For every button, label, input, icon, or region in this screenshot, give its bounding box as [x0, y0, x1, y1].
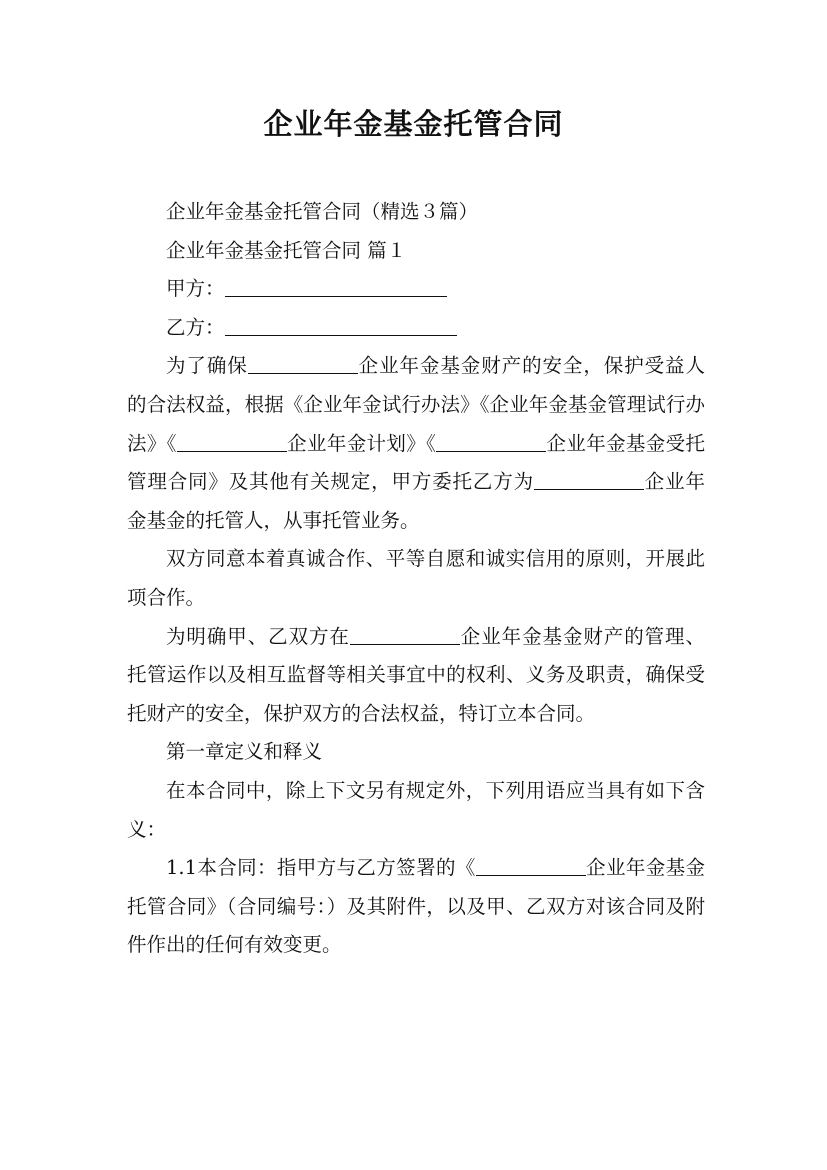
blank-field — [248, 354, 358, 375]
party-b-blank — [225, 315, 457, 336]
clause-1-1-text-2: 企业年金基金托管合同》（合同编号：）及其附件，以及甲、乙双方对该合同及附件作出的任何有效变更。 — [127, 856, 705, 957]
paragraph-definitions-intro: 在本合同中，除上下文另有规定外，下列用语应当具有如下含义： — [127, 778, 705, 841]
paragraph-purpose — [127, 347, 705, 540]
subtitle: 企业年金基金托管合同（精选３篇） — [166, 200, 479, 223]
paragraph-cooperation: 双方同意本着真诚合作、平等自愿和诚实信用的原则，开展此项合作。 — [127, 547, 705, 609]
paragraph-clarify — [127, 618, 705, 734]
para1-text-3: 企业年金计划》《 — [286, 431, 437, 455]
para1-text-2: 企业年金基金财产的安全，保护受益人的合法权益，根据《企业年金试行办法》《企业年金基金管理试行办法》《 — [127, 354, 705, 455]
party-a-label: 甲方： — [166, 277, 225, 301]
part-heading: 企业年金基金托管合同 篇１ — [166, 238, 407, 262]
chapter-heading: 第一章定义和释义 — [166, 740, 323, 764]
clause-1-1 — [127, 849, 705, 965]
party-a-blank — [225, 277, 447, 298]
para1-text-1: 为了确保 — [166, 354, 248, 378]
party-b-label: 乙方： — [166, 315, 225, 339]
clause-1-1-text-1: 1.1本合同：指甲方与乙方签署的《 — [166, 856, 476, 880]
party-b-line — [127, 309, 705, 348]
party-a-line — [127, 270, 705, 309]
blank-field — [350, 624, 460, 645]
para3-text-1: 为明确甲、乙双方在 — [166, 624, 350, 648]
para1-text-5: 企业年金基金的托管人，从事托管业务。 — [127, 470, 705, 532]
document-body — [127, 193, 705, 965]
document-title: 企业年金基金托管合同 — [263, 107, 564, 141]
para3-text-2: 企业年金基金财产的管理、托管运作以及相互监督等相关事宜中的权利、义务及职责，确保受托财产的安全，保护双方的合法权益，特订立本合同。 — [127, 624, 705, 725]
blank-field — [534, 470, 644, 491]
para1-text-4: 企业年金基金受托管理合同》及其他有关规定，甲方委托乙方为 — [127, 431, 705, 494]
blank-field — [177, 431, 287, 452]
blank-field — [476, 856, 586, 877]
blank-field — [436, 431, 546, 452]
